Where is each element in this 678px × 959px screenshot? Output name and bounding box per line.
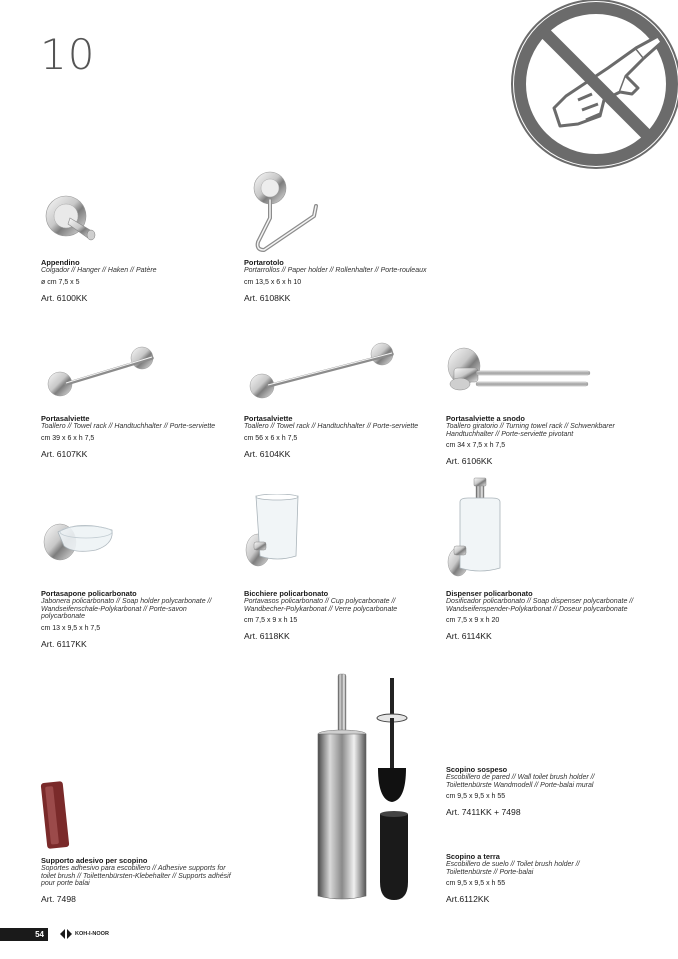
product-description: Portavasos policarbonato // Cup polycarbonate // Wandbecher-Polykarbonat // Verre polycarbonate	[244, 598, 398, 613]
product-description: Portarrollos // Paper holder // Rollenhalter // Porte-rouleaux	[244, 267, 427, 274]
product-appendino	[41, 259, 241, 303]
product-name: Scopino sospeso	[446, 765, 508, 774]
product-name: Portasalviette	[244, 414, 293, 423]
product-dimensions: cm 9,5 x 9,5 x h 55	[446, 880, 506, 888]
hook-image	[40, 190, 100, 242]
paper-holder-image	[248, 170, 324, 254]
product-article: Art. 6118KK	[244, 631, 290, 642]
product-dispenser	[446, 590, 636, 641]
product-portasalviette-39	[41, 415, 219, 459]
product-name: Portasalviette	[41, 414, 90, 423]
product-bicchiere	[244, 590, 428, 641]
wall-brush-image	[372, 676, 412, 806]
product-description: Escobillero de suelo // Toilet brush holder // Toilettenbürste // Porte-balai	[446, 861, 580, 876]
product-portasapone	[41, 590, 229, 649]
product-article: Art. 6108KK	[244, 292, 291, 303]
product-description: Soportes adhesivo para escobillero // Adhesive supports for toilet brush // Toilettenbürsten-Klebehalter // Supports adhésif pour porte balai	[41, 865, 231, 888]
product-name: Bicchiere policarbonato	[244, 589, 329, 598]
product-name: Supporto adesivo per scopino	[41, 856, 148, 865]
product-supporto-adesivo	[41, 857, 237, 904]
brand-name: KOH-I-NOOR	[75, 931, 109, 937]
no-drilling-sign-icon	[508, 0, 678, 172]
product-name: Portasapone policarbonato	[41, 589, 137, 598]
product-name: Portasalviette a snodo	[446, 414, 525, 423]
product-article: Art. 6106KK	[446, 456, 493, 467]
soap-dispenser-image	[446, 476, 502, 580]
product-article: Art. 6117KK	[41, 638, 87, 649]
floor-toilet-brush-image	[314, 672, 370, 904]
product-dimensions: cm 13,5 x 6 x h 10	[244, 278, 302, 286]
product-dimensions: cm 7,5 x 9 x h 15	[244, 617, 298, 625]
product-portasalviette-56	[244, 415, 422, 459]
towel-rack-56-image	[248, 340, 400, 402]
product-article: Art. 6104KK	[244, 448, 291, 459]
product-dimensions: cm 7,5 x 9 x h 20	[446, 617, 500, 625]
product-name: Scopino a terra	[446, 852, 500, 861]
product-article: Art. 6100KK	[41, 292, 88, 303]
product-dimensions: ø cm 7,5 x 5	[41, 278, 80, 286]
product-description: Toallero // Towel rack // Handtuchhalter // Porte-serviette	[244, 423, 419, 430]
product-description: Colgador // Hanger // Haken // Patère	[41, 267, 157, 274]
product-article: Art. 7498	[41, 893, 76, 904]
product-dimensions: cm 39 x 6 x h 7,5	[41, 434, 95, 442]
adhesive-support-image	[38, 778, 74, 852]
soap-holder-image	[40, 514, 116, 564]
product-portarotolo	[244, 259, 428, 303]
product-article: Art. 6107KK	[41, 448, 88, 459]
towel-rack-39-image	[44, 342, 160, 400]
product-description: Toallero // Towel rack // Handtuchhalter // Porte-serviette	[41, 423, 216, 430]
product-description: Escobillero de pared // Wall toilet brush holder // Toilettenbürste Wandmodell // Porte-balai mural	[446, 774, 595, 789]
product-scopino-terra	[446, 853, 616, 904]
product-article: Art.6112KK	[446, 894, 490, 905]
product-dimensions: cm 13 x 9,5 x h 7,5	[41, 624, 101, 632]
cup-image	[244, 494, 302, 574]
product-portasalviette-snodo	[446, 415, 640, 466]
section-number: 10	[40, 30, 96, 79]
swivel-towel-rack-image	[446, 344, 592, 404]
product-name: Portarotolo	[244, 258, 284, 267]
koh-i-noor-logo-icon	[60, 929, 72, 939]
product-article: Art. 6114KK	[446, 631, 492, 642]
product-article: Art. 7411KK + 7498	[446, 807, 521, 818]
brand-logo	[60, 929, 109, 939]
wall-brush-holder-image	[376, 810, 412, 902]
product-dimensions: cm 56 x 6 x h 7,5	[244, 434, 298, 442]
product-description: Jabonera policarbonato // Soap holder polycarbonate // Wandseifenschale-Polykarbonat // Porte-savon polycarbonate	[41, 598, 212, 621]
page-number: 54	[0, 928, 48, 941]
product-name: Appendino	[41, 258, 80, 267]
product-dimensions: cm 9,5 x 9,5 x h 55	[446, 793, 506, 801]
product-description: Dosificador policarbonato // Soap dispenser polycarbonate // Wandseifenspender-Polykarbonat // Doseur polycarbonate	[446, 598, 634, 613]
product-dimensions: cm 34 x 7,5 x h 7,5	[446, 442, 506, 450]
product-scopino-sospeso	[446, 766, 626, 817]
product-name: Dispenser policarbonato	[446, 589, 533, 598]
product-description: Toallero giratorio // Turning towel rack // Schwenkbarer Handtuchhalter // Porte-serviette pivotant	[446, 423, 615, 438]
